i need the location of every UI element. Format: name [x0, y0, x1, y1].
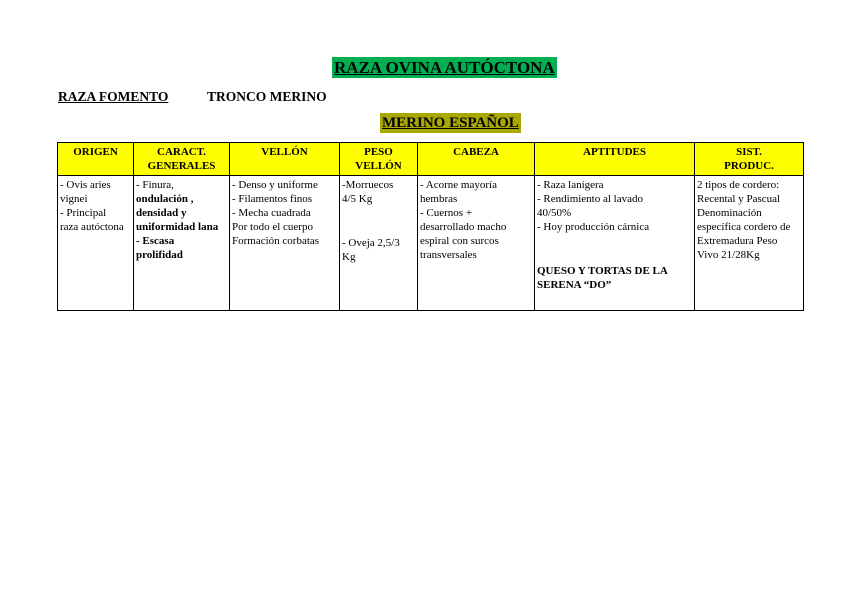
col-header-peso: PESO VELLÓN: [340, 143, 418, 176]
cell-origen: - Ovis aries vignei - Principal raza autóctona: [58, 176, 134, 311]
breed-name: MERINO ESPAÑOL: [382, 115, 519, 131]
cell-caract: - Finura, ondulación , densidad y uniformidad lana - Escasa prolifidad: [134, 176, 230, 311]
breed-category: RAZA FOMENTO: [58, 89, 169, 104]
col-header-sist: SIST. PRODUC.: [695, 143, 804, 176]
cell-cabeza: - Acorne mayoría hembras - Cuernos + desarrollado macho espiral con surcos transversales: [418, 176, 535, 311]
col-header-aptitudes: APTITUDES: [535, 143, 695, 176]
page-title: RAZA OVINA AUTÓCTONA: [334, 58, 555, 77]
breed-classification: [58, 89, 327, 105]
cell-peso: -Morruecos 4/5 Kg - Oveja 2,5/3 Kg: [340, 176, 418, 311]
breed-table: [57, 142, 804, 311]
col-header-origen: ORIGEN: [58, 143, 134, 176]
col-header-vellon: VELLÓN: [230, 143, 340, 176]
breed-trunk: TRONCO MERINO: [207, 89, 327, 104]
table-header-row: [58, 143, 804, 176]
do-label: QUESO Y TORTAS DE LA: [537, 265, 668, 277]
cell-aptitudes: - Raza lanígera - Rendimiento al lavado 40/50% - Hoy producción cárnica QUESO Y TORTAS DE LA SERENA “DO”: [535, 176, 695, 311]
cell-vellon: - Denso y uniforme - Filamentos finos - Mecha cuadrada Por todo el cuerpo Formación corbatas: [230, 176, 340, 311]
table-row: [58, 176, 804, 311]
col-header-cabeza: CABEZA: [418, 143, 535, 176]
cell-sist: 2 tipos de cordero: Recental y Pascual Denominación específica cordero de Extremadura Peso Vivo 21/28Kg: [695, 176, 804, 311]
col-header-caract: CARACT. GENERALES: [134, 143, 230, 176]
